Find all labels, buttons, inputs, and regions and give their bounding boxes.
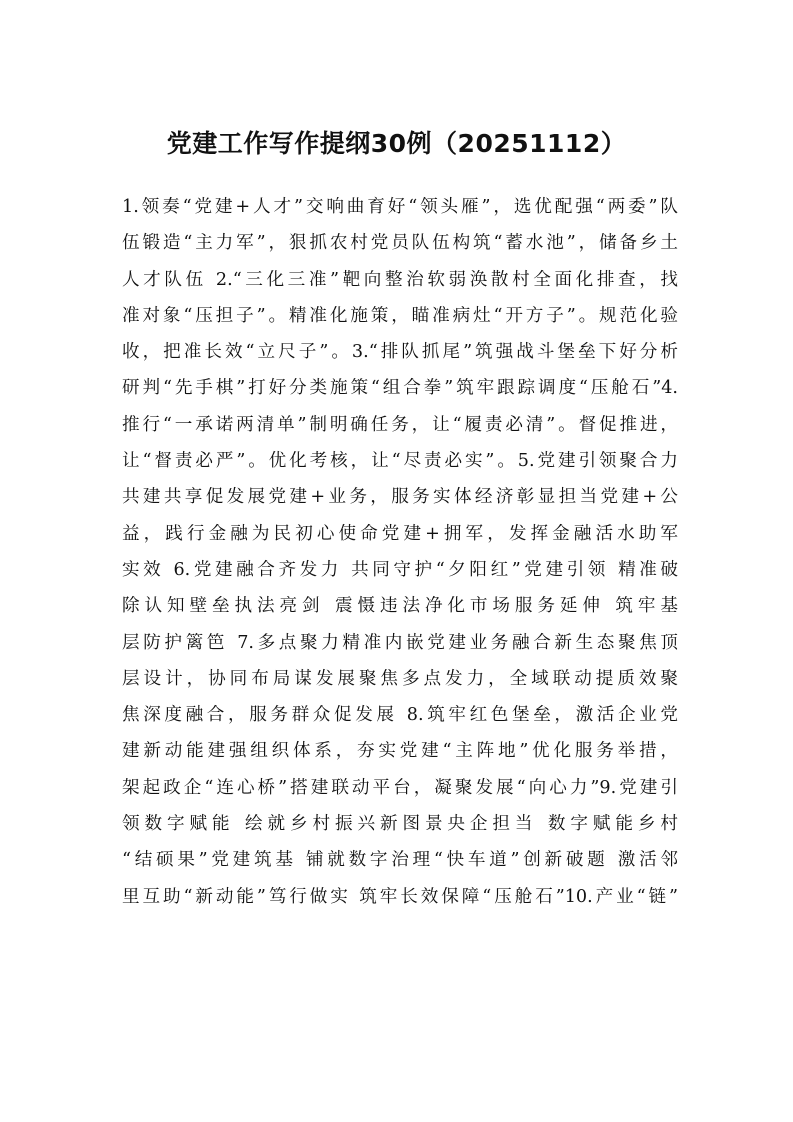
body-line: 研判“先手棋”打好分类施策“组合拳”筑牢跟踪调度“压舱石”4.: [122, 378, 678, 399]
body-line: 1.领奏“党建+人才”交响曲育好“领头雁”，选优配强“两委”队: [122, 197, 678, 217]
document-title: 党建工作写作提纲30例（20251112）: [166, 129, 627, 158]
body-line: 收，把准长效“立尺子”。3.“排队抓尾”筑强战斗堡垒下好分析: [122, 342, 678, 363]
body-line: 共建共享促发展党建+业务，服务实体经济彰显担当党建+公: [122, 487, 678, 508]
body-line: 焦深度融合，服务群众促发展 8.筑牢红色堡垒，激活企业党: [122, 705, 678, 726]
body-line: 领数字赋能 绘就乡村振兴新图景央企担当 数字赋能乡村: [122, 814, 678, 835]
body-line: 除认知壁垒执法亮剑 震慑违法净化市场服务延伸 筑牢基: [122, 596, 678, 617]
body-line: 层防护篱笆 7.多点聚力精准内嵌党建业务融合新生态聚焦顶: [122, 632, 678, 653]
body-line: 推行“一承诺两清单”制明确任务，让“履责必清”。督促推进，: [122, 414, 678, 435]
body-line: 里互助“新动能”笃行做实 筑牢长效保障“压舱石”10.产业“链”: [122, 886, 678, 907]
body-line: 益，践行金融为民初心使命党建+拥军，发挥金融活水助军: [122, 523, 678, 544]
body-line: 架起政企“连心桥”搭建联动平台，凝聚发展“向心力”9.党建引: [122, 777, 678, 798]
body-line: 层设计，协同布局谋发展聚焦多点发力，全域联动提质效聚: [122, 668, 678, 689]
body-line: 让“督责必严”。优化考核，让“尽责必实”。5.党建引领聚合力: [122, 451, 678, 472]
body-line: 准对象“压担子”。精准化施策，瞄准病灶“开方子”。规范化验: [122, 305, 678, 326]
document-body: [122, 189, 678, 915]
body-line: 伍锻造“主力军”，狠抓农村党员队伍构筑“蓄水池”，储备乡土: [122, 233, 678, 254]
body-line: 建新动能建强组织体系，夯实党建“主阵地”优化服务举措，: [122, 741, 678, 762]
body-line: “结硕果”党建筑基 铺就数字治理“快车道”创新破题 激活邻: [122, 850, 678, 871]
body-line: 人才队伍 2.“三化三准”靶向整治软弱涣散村全面化排查，找: [122, 269, 678, 290]
body-line: 实效 6.党建融合齐发力 共同守护“夕阳红”党建引领 精准破: [122, 559, 678, 580]
